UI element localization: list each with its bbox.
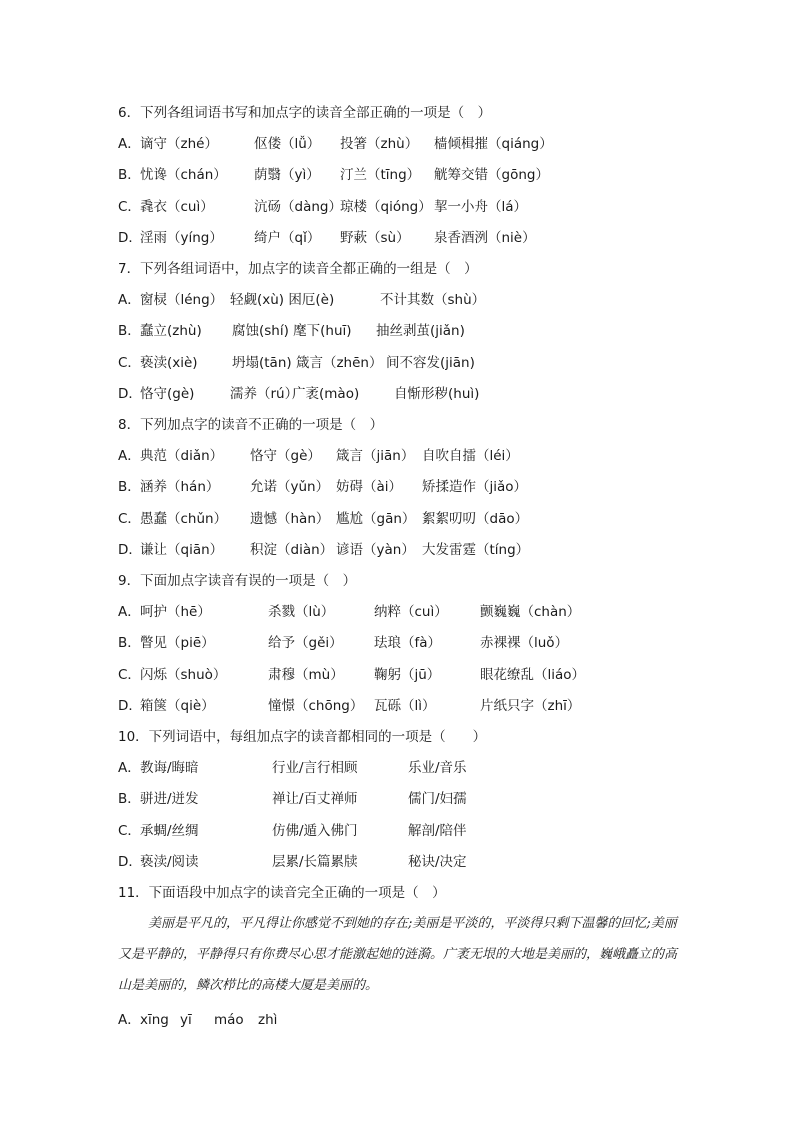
option-item: 行业/言行相顾 xyxy=(272,760,358,777)
answer-option[interactable] xyxy=(118,697,678,715)
option-label: B． xyxy=(118,479,141,496)
option-label: C． xyxy=(118,666,141,683)
option-item: 儒门/妇孺 xyxy=(408,791,467,808)
option-label: B． xyxy=(118,635,141,652)
option-item: 伛偻（lǚ） xyxy=(254,136,321,153)
option-item: 层累/长篇累牍 xyxy=(272,853,358,870)
option-item: 濡养（rú） xyxy=(230,385,299,402)
option-item: 琼楼（qióng） xyxy=(340,198,432,215)
option-item: 谪守（zhé） xyxy=(140,136,218,153)
answer-option[interactable] xyxy=(118,447,678,465)
option-label: D． xyxy=(118,853,142,870)
option-label: A． xyxy=(118,760,141,777)
option-label: B． xyxy=(118,791,141,808)
answer-option[interactable] xyxy=(118,603,678,621)
option-item: 给予（gěi） xyxy=(268,635,343,652)
option-item: 片纸只字（zhī） xyxy=(480,697,581,714)
option-item: 仿佛/遁入佛门 xyxy=(272,822,358,839)
question-stem: 9．下面加点字读音有误的一项是（ ） xyxy=(118,573,357,589)
question-stem: 6．下列各组词语书写和加点字的读音全部正确的一项是（ ） xyxy=(118,105,492,121)
option-item: 骈进/迸发 xyxy=(140,791,199,808)
option-item: 颤巍巍（chàn） xyxy=(480,604,581,621)
option-item: 淫雨（yíng） xyxy=(140,229,223,246)
option-item: 不计其数（shù） xyxy=(380,292,486,309)
option-item: 珐琅（fà） xyxy=(374,635,442,652)
option-item: 解剖/陪伴 xyxy=(408,822,467,839)
option-item: 禅让/百丈禅师 xyxy=(272,791,358,808)
option-item: 沆砀（dàng） xyxy=(254,198,342,215)
answer-option[interactable] xyxy=(118,541,678,559)
question-stem: 11．下面语段中加点字的读音完全正确的一项是（ ） xyxy=(118,885,446,901)
answer-option[interactable] xyxy=(118,759,678,777)
option-item: 恪守（gè） xyxy=(250,448,321,465)
question-stem: 10．下列词语中，每组加点字的读音都相同的一项是（ ） xyxy=(118,729,487,745)
option-label: A． xyxy=(118,136,141,153)
answer-option[interactable] xyxy=(118,385,678,403)
option-label: C． xyxy=(118,354,141,371)
answer-option[interactable] xyxy=(118,229,678,247)
answer-option[interactable] xyxy=(118,478,678,496)
option-item: 觥筹交错（gōng） xyxy=(434,167,549,184)
reading-passage: 美丽是平凡的，平凡得让你感觉不到她的存在;美丽是平淡的，平淡得只剩下温馨的回忆;美丽又是平静的，平静得只有你费尽心思才能激起她的涟漪。广袤无垠的大地是美丽的，巍峨矗立的高山是美丽的，鳞次栉比的高楼大厦是美丽的。 xyxy=(118,916,678,994)
option-item: 纳粹（cuì） xyxy=(374,604,448,621)
option-item: 泉香酒洌（niè） xyxy=(434,229,536,246)
question-stem: 7．下列各组词语中，加点字的读音全都正确的一组是（ ） xyxy=(118,261,478,277)
option-item: 亵渎/阅读 xyxy=(140,853,199,870)
answer-option[interactable] xyxy=(118,322,678,340)
option-label: A． xyxy=(118,292,141,309)
option-item: 轻觑(xù) 困厄(è) xyxy=(230,292,335,309)
option-item: 赤裸裸（luǒ） xyxy=(480,635,569,652)
option-item: 杀戮（lù） xyxy=(268,604,335,621)
option-item: 谦让（qiān） xyxy=(140,541,224,558)
option-item: 坍塌(tān) 箴言（zhēn） xyxy=(232,354,383,371)
option-item: 眼花缭乱（liáo） xyxy=(480,666,586,683)
option-item: 自吹自擂（léi） xyxy=(422,448,519,465)
option-item: 遗憾（hàn） xyxy=(250,510,330,527)
option-item: 忧谗（chán） xyxy=(140,167,227,184)
option-item: 投箸（zhù） xyxy=(340,136,419,153)
option-item: 樯倾楫摧（qiáng） xyxy=(434,136,553,153)
option-item: 大发雷霆（tíng） xyxy=(422,541,530,558)
option-label: A． xyxy=(118,448,141,465)
option-label: C． xyxy=(118,510,141,527)
option-item: 承蜩/丝绸 xyxy=(140,822,199,839)
answer-option[interactable] xyxy=(118,634,678,652)
option-item: 鞠躬（jū） xyxy=(374,666,441,683)
option-item: 尴尬（gān） xyxy=(336,510,416,527)
option-item: 愚蠢（chǔn） xyxy=(140,510,228,527)
option-item: 窗棂（léng） xyxy=(140,292,224,309)
option-item: yī xyxy=(180,1011,192,1028)
answer-option[interactable] xyxy=(118,354,678,372)
option-item: 间不容发(jiān) xyxy=(386,354,475,371)
answer-option[interactable] xyxy=(118,166,678,184)
option-item: 自惭形秽(huì) xyxy=(394,385,480,402)
question-stem: 8．下列加点字的读音不正确的一项是（ ） xyxy=(118,417,384,433)
option-item: 教诲/晦暗 xyxy=(140,760,199,777)
option-item: 抽丝剥茧(jiǎn) xyxy=(376,323,465,340)
option-item: 荫翳（yì） xyxy=(254,167,320,184)
option-item: 乐业/音乐 xyxy=(408,760,467,777)
option-label: A． xyxy=(118,604,141,621)
option-item: 允诺（yǔn） xyxy=(250,479,330,496)
option-item: 肃穆（mù） xyxy=(268,666,344,683)
option-item: 腐蚀(shí) 麾下(huī) xyxy=(232,323,352,340)
answer-option[interactable] xyxy=(118,790,678,808)
option-item: 瞥见（piē） xyxy=(140,635,215,652)
answer-option[interactable] xyxy=(118,135,678,153)
option-item: 典范（diǎn） xyxy=(140,448,224,465)
option-item: 谚语（yàn） xyxy=(336,541,415,558)
answer-option[interactable] xyxy=(118,510,678,528)
option-item: zhì xyxy=(258,1011,278,1028)
option-item: 汀兰（tīng） xyxy=(340,167,421,184)
option-item: 绮户（qǐ） xyxy=(254,229,321,246)
option-label: B． xyxy=(118,323,141,340)
option-item: 秘诀/决定 xyxy=(408,853,467,870)
answer-option[interactable] xyxy=(118,198,678,216)
option-item: 闪烁（shuò） xyxy=(140,666,227,683)
option-item: xīng xyxy=(140,1011,169,1028)
option-item: 积淀（diàn） xyxy=(250,541,334,558)
answer-option[interactable] xyxy=(118,291,678,309)
option-label: B． xyxy=(118,167,141,184)
option-label: C． xyxy=(118,198,141,215)
option-item: 憧憬（chōng） xyxy=(268,697,364,714)
option-item: 挈一小舟（lá） xyxy=(434,198,528,215)
answer-option[interactable] xyxy=(118,1011,678,1029)
option-item: 毳衣（cuì） xyxy=(140,198,214,215)
answer-option[interactable] xyxy=(118,853,678,871)
answer-option[interactable] xyxy=(118,822,678,840)
option-item: 广袤(mào) xyxy=(292,385,360,402)
option-item: máo xyxy=(214,1011,244,1028)
option-label: A． xyxy=(118,1011,141,1028)
option-item: 野蔌（sù） xyxy=(340,229,410,246)
option-label: D． xyxy=(118,385,142,402)
option-item: 瓦砾（lì） xyxy=(374,697,436,714)
option-item: 涵养（hán） xyxy=(140,479,220,496)
option-item: 矫揉造作（jiǎo） xyxy=(422,479,528,496)
option-label: C． xyxy=(118,822,141,839)
option-item: 蠢立(zhù) xyxy=(140,323,202,340)
option-item: 妨碍（ài） xyxy=(336,479,403,496)
option-label: D． xyxy=(118,697,142,714)
option-item: 亵渎(xiè) xyxy=(140,354,198,371)
option-label: D． xyxy=(118,229,142,246)
option-item: 絮絮叨叨（dāo） xyxy=(422,510,529,527)
option-item: 箴言（jiān） xyxy=(336,448,415,465)
option-item: 呵护（hē） xyxy=(140,604,211,621)
option-item: 恪守(gè) xyxy=(140,385,195,402)
option-label: D． xyxy=(118,541,142,558)
answer-option[interactable] xyxy=(118,666,678,684)
option-item: 箱箧（qiè） xyxy=(140,697,215,714)
